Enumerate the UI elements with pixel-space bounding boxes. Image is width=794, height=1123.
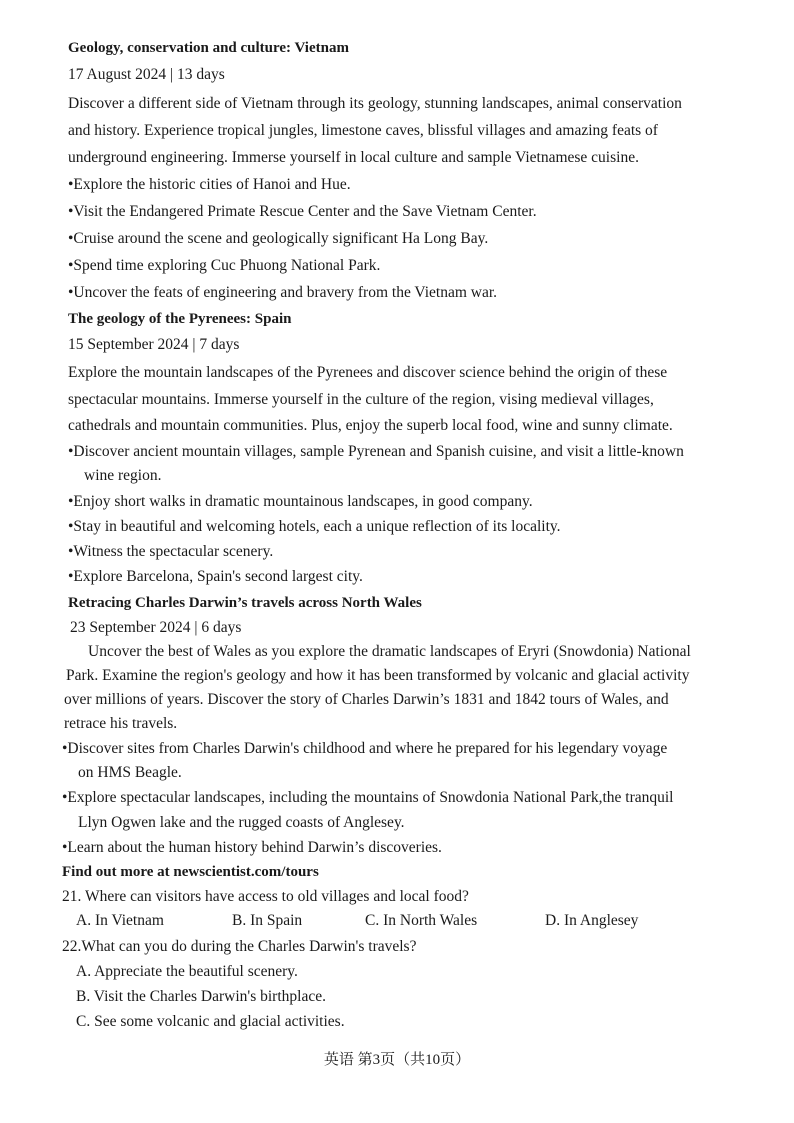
tour-desc-line: over millions of years. Discover the story of Charles Darwin’s 1831 and 1842 tours of Wales, and [64, 691, 669, 708]
bullet-item: •Witness the spectacular scenery. [68, 543, 274, 560]
bullet-item: •Discover ancient mountain villages, sample Pyrenean and Spanish cuisine, and visit a little-known [68, 443, 684, 460]
tour-desc-line: Discover a different side of Vietnam through its geology, stunning landscapes, animal conservation [68, 95, 682, 112]
tour-date-vietnam: 17 August 2024 | 13 days [68, 66, 225, 83]
tour-desc-line: spectacular mountains. Immerse yourself in the culture of the region, vising medieval villages, [68, 391, 654, 408]
question-21-stem: 21. Where can visitors have access to old villages and local food? [62, 888, 469, 905]
bullet-item: •Enjoy short walks in dramatic mountainous landscapes, in good company. [68, 493, 533, 510]
bullet-item: •Explore the historic cities of Hanoi and Hue. [68, 176, 351, 193]
tour-desc-line: Uncover the best of Wales as you explore the dramatic landscapes of Eryri (Snowdonia) National [88, 643, 691, 660]
bullet-continuation: on HMS Beagle. [78, 764, 182, 781]
bullet-item: •Cruise around the scene and geologically significant Ha Long Bay. [68, 230, 489, 247]
option-b[interactable]: B. In Spain [232, 912, 303, 929]
tour-desc-line: Explore the mountain landscapes of the Pyrenees and discover science behind the origin of these [68, 364, 668, 381]
bullet-item: •Learn about the human history behind Darwin’s discoveries. [62, 839, 442, 856]
option-d[interactable]: D. In Anglesey [545, 912, 639, 929]
question-22-stem: 22.What can you do during the Charles Darwin's travels? [62, 938, 417, 955]
tour-desc-line: Park. Examine the region's geology and how it has been transformed by volcanic and glacial activity [66, 667, 690, 684]
option-a[interactable]: A. Appreciate the beautiful scenery. [76, 963, 298, 980]
tour-title-spain: The geology of the Pyrenees: Spain [68, 311, 292, 327]
tour-desc-line: and history. Experience tropical jungles, limestone caves, blissful villages and amazing feats of [68, 122, 658, 139]
tour-date-spain: 15 September 2024 | 7 days [68, 336, 240, 353]
bullet-continuation: wine region. [84, 467, 162, 484]
bullet-continuation: Llyn Ogwen lake and the rugged coasts of Anglesey. [78, 814, 405, 831]
option-b[interactable]: B. Visit the Charles Darwin's birthplace. [76, 988, 326, 1005]
bullet-item: •Explore Barcelona, Spain's second largest city. [68, 568, 363, 585]
bullet-item: •Spend time exploring Cuc Phuong National Park. [68, 257, 381, 274]
bullet-item: •Explore spectacular landscapes, including the mountains of Snowdonia National Park,the tranquil [62, 789, 674, 806]
bullet-item: •Visit the Endangered Primate Rescue Center and the Save Vietnam Center. [68, 203, 537, 220]
page-footer: 英语 第3页（共10页） [323, 1052, 471, 1068]
option-a[interactable]: A. In Vietnam [76, 912, 164, 929]
tour-date-wales: 23 September 2024 | 6 days [70, 619, 242, 636]
option-c[interactable]: C. In North Wales [365, 912, 478, 929]
bullet-item: •Uncover the feats of engineering and bravery from the Vietnam war. [68, 284, 498, 301]
option-c[interactable]: C. See some volcanic and glacial activities. [76, 1013, 345, 1030]
tour-title-vietnam: Geology, conservation and culture: Vietnam [68, 40, 349, 56]
tour-desc-line: retrace his travels. [64, 715, 178, 732]
tour-desc-line: cathedrals and mountain communities. Plus, enjoy the superb local food, wine and sunny climate. [68, 417, 673, 434]
tour-title-wales: Retracing Charles Darwin’s travels across North Wales [68, 595, 422, 611]
bullet-item: •Discover sites from Charles Darwin's childhood and where he prepared for his legendary voyage [62, 740, 668, 757]
find-out-more: Find out more at newscientist.com/tours [62, 864, 319, 880]
tour-desc-line: underground engineering. Immerse yourself in local culture and sample Vietnamese cuisine. [68, 149, 639, 166]
bullet-item: •Stay in beautiful and welcoming hotels, each a unique reflection of its locality. [68, 518, 561, 535]
